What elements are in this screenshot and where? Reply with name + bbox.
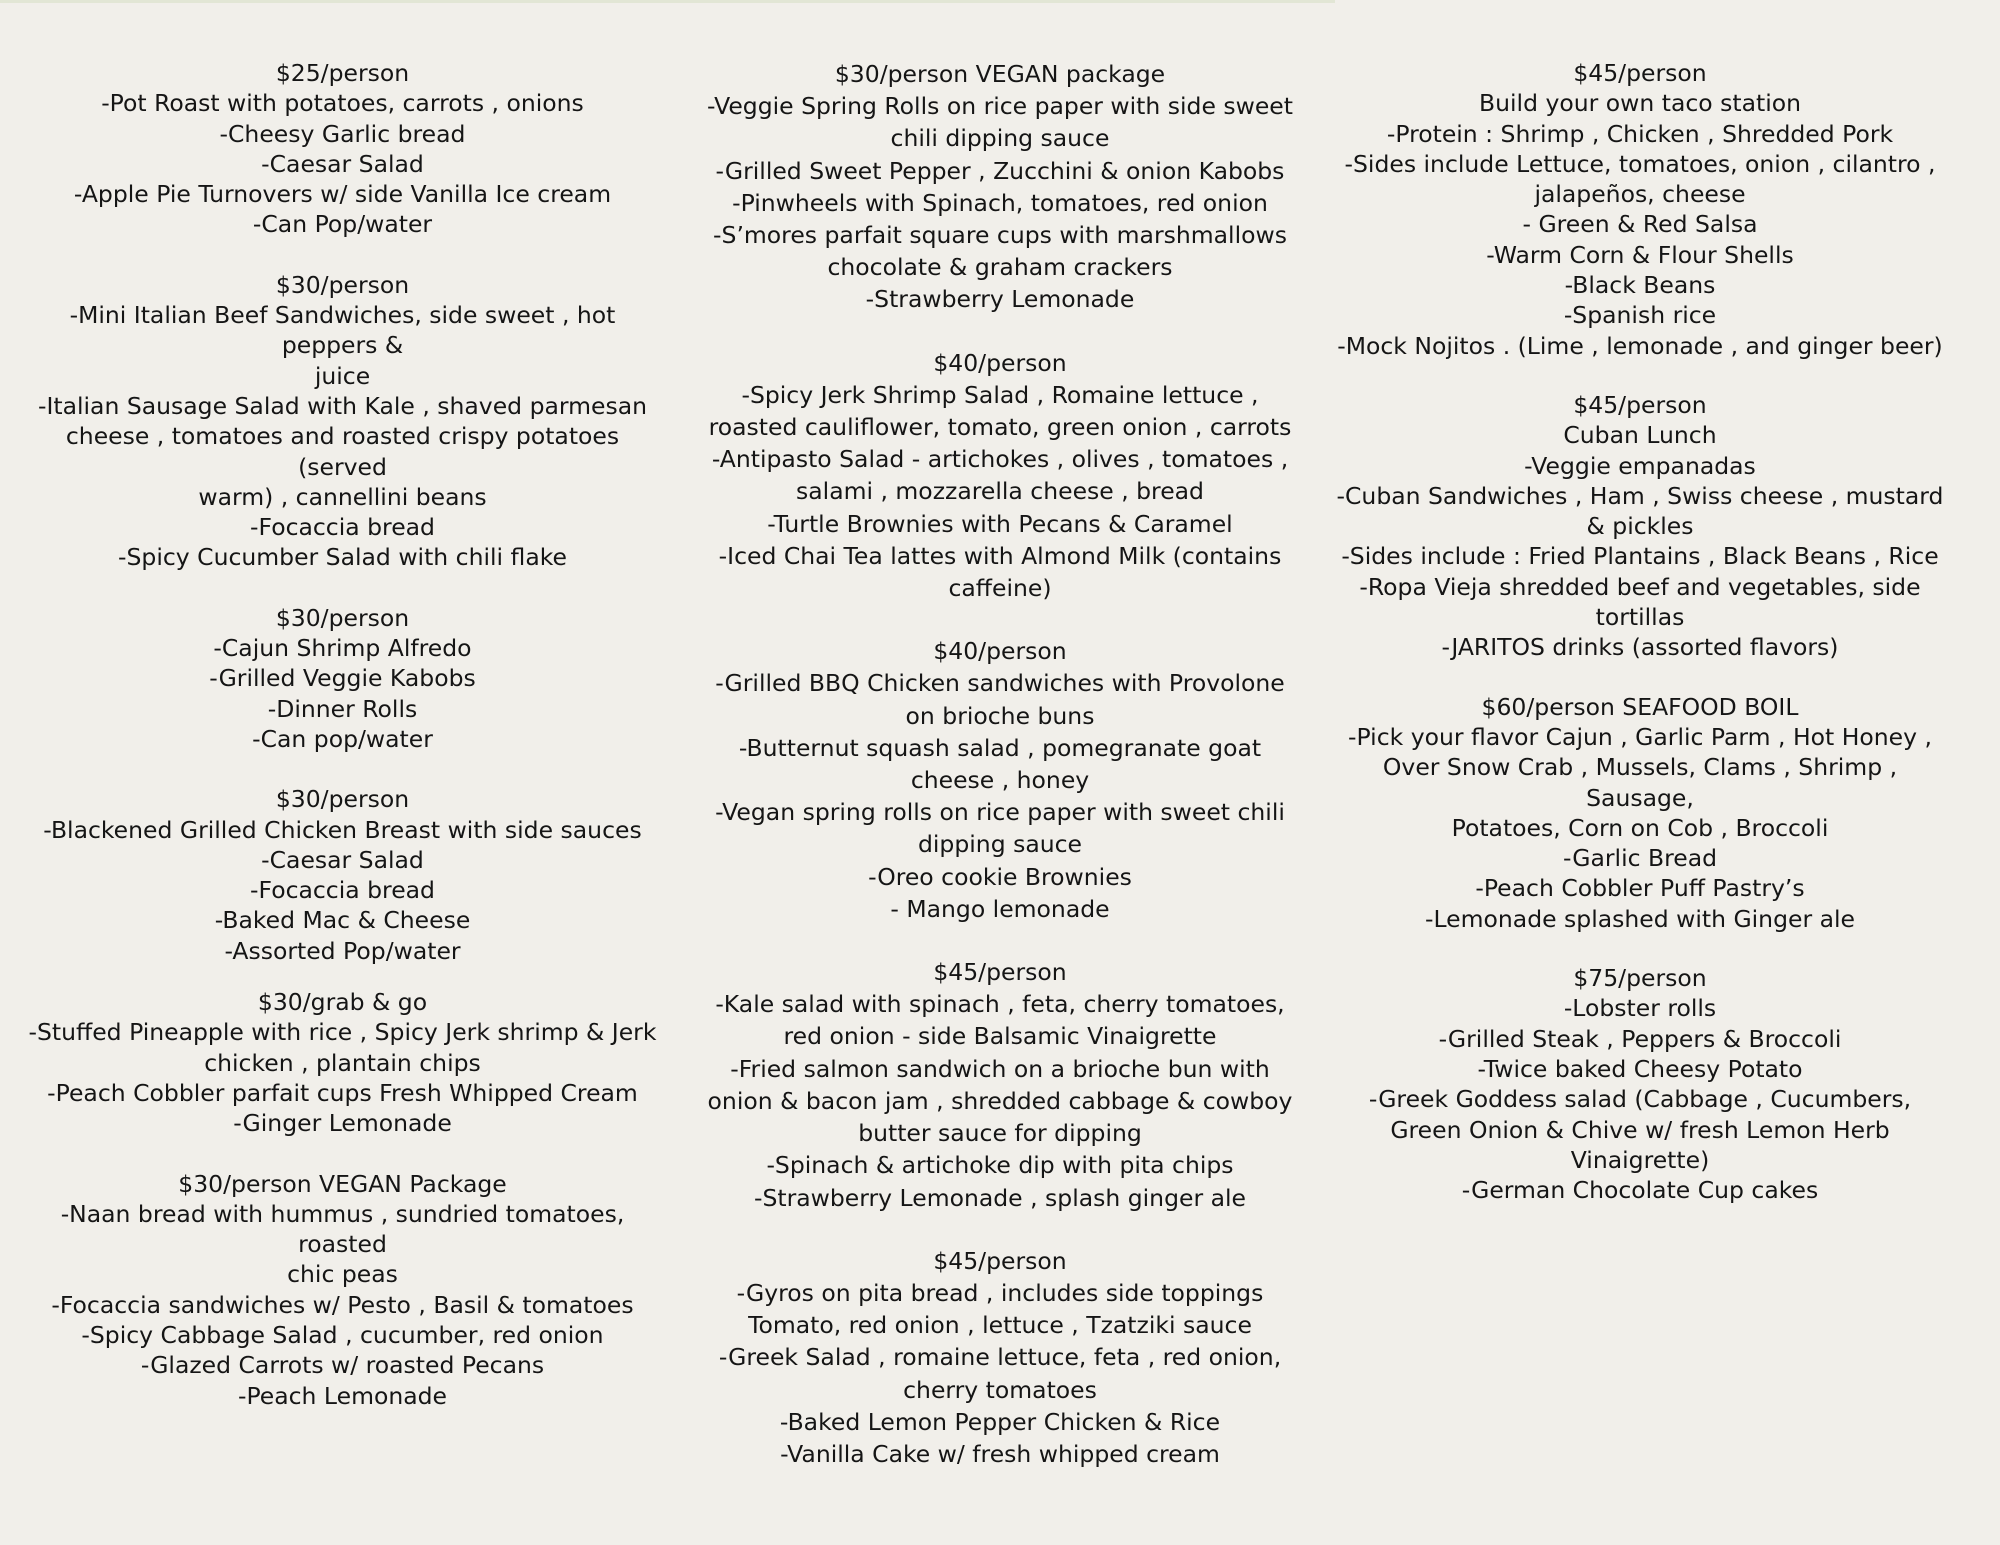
menu-item: -Naan bread with hummus , sundried tomatoes, roasted: [60, 1199, 625, 1259]
menu-item: -Focaccia bread: [250, 876, 435, 905]
package-45-taco-station: [1335, 58, 1945, 361]
package-price: $40/person: [933, 348, 1067, 377]
top-border-line: [0, 0, 1335, 3]
package-45-cuban-lunch: [1335, 390, 1945, 663]
menu-item: warm) , cannellini beans: [198, 482, 487, 511]
menu-item: chili dipping sauce: [890, 124, 1110, 153]
menu-item: -Grilled BBQ Chicken sandwiches with Provolone: [715, 669, 1285, 698]
menu-item: -Spicy Cabbage Salad , cucumber, red onion: [81, 1320, 604, 1349]
menu-item: on brioche buns: [905, 701, 1095, 730]
menu-item: -Spinach & artichoke dip with pita chips: [766, 1151, 1234, 1180]
menu-item: -Peach Cobbler Puff Pastry’s: [1475, 874, 1805, 903]
menu-item: chocolate & graham crackers: [827, 253, 1173, 282]
menu-item: & pickles: [1586, 512, 1694, 541]
menu-item: -Spicy Jerk Shrimp Salad , Romaine lettuce ,: [741, 380, 1259, 409]
package-price: $45/person: [1573, 59, 1707, 87]
menu-item: -S’mores parfait square cups with marshmallows: [713, 221, 1287, 250]
package-price: $30/person VEGAN Package: [178, 1169, 507, 1198]
package-30-vegan: [20, 1169, 665, 1411]
menu-item: -Cheesy Garlic bread: [219, 119, 466, 148]
menu-item: -Sides include Lettuce, tomatoes, onion , cilantro ,: [1344, 149, 1936, 178]
menu-item: -Baked Lemon Pepper Chicken & Rice: [779, 1407, 1221, 1436]
package-30-vegan-spring-rolls: [695, 58, 1305, 316]
menu-item: tortillas: [1595, 603, 1685, 632]
package-40-bbq-chicken: [695, 635, 1305, 925]
package-price: $45/person: [1573, 390, 1707, 419]
menu-item: Over Snow Crab , Mussels, Clams , Shrimp , Sausage,: [1382, 753, 1898, 812]
menu-item: -Mock Nojitos . (Lime , lemonade , and ginger beer): [1337, 331, 1943, 360]
menu-item: -Glazed Carrots w/ roasted Pecans: [140, 1351, 545, 1380]
menu-item: dipping sauce: [917, 830, 1082, 859]
menu-item: -Grilled Steak , Peppers & Broccoli: [1438, 1024, 1842, 1053]
package-price: $30/person: [275, 785, 410, 814]
package-price: $75/person: [1573, 964, 1707, 993]
package-25-pot-roast: [20, 58, 665, 240]
package-60-seafood-boil: [1335, 692, 1945, 934]
menu-item: -Pot Roast with potatoes, carrots , onions: [101, 89, 584, 118]
package-price: $45/person: [933, 958, 1067, 987]
menu-item: Tomato, red onion , lettuce , Tzatziki sauce: [748, 1311, 1252, 1340]
menu-item: -Antipasto Salad - artichokes , olives , tomatoes ,: [711, 445, 1289, 474]
menu-item: -Ropa Vieja shredded beef and vegetables, side: [1359, 572, 1921, 601]
menu-item: -Caesar Salad: [261, 149, 424, 178]
menu-item: -Cajun Shrimp Alfredo: [213, 634, 472, 663]
menu-item: -Caesar Salad: [261, 845, 424, 874]
menu-item: -Mini Italian Beef Sandwiches, side sweet , hot peppers &: [69, 301, 616, 360]
menu-item: -Greek Salad , romaine lettuce, feta , red onion,: [718, 1343, 1282, 1372]
menu-item: - Mango lemonade: [890, 894, 1110, 923]
package-40-jerk-shrimp: [695, 347, 1305, 605]
menu-item: -Vanilla Cake w/ fresh whipped cream: [780, 1439, 1220, 1468]
menu-item: -Focaccia sandwiches w/ Pesto , Basil & tomatoes: [51, 1290, 634, 1319]
menu-item: -Strawberry Lemonade , splash ginger ale: [754, 1183, 1246, 1212]
menu-item: -Apple Pie Turnovers w/ side Vanilla Ice cream: [73, 180, 612, 209]
menu-item: Green Onion & Chive w/ fresh Lemon Herb: [1390, 1115, 1890, 1144]
menu-item: -Gyros on pita bread , includes side toppings: [736, 1278, 1264, 1307]
menu-item: caffeine): [948, 574, 1052, 603]
package-30-italian: [20, 270, 665, 573]
menu-item: -Focaccia bread: [250, 513, 435, 542]
menu-item: -Black Beans: [1564, 271, 1716, 300]
menu-item: salami , mozzarella cheese , bread: [796, 477, 1204, 506]
menu-item: -Ginger Lemonade: [233, 1109, 452, 1138]
menu-item: -Pick your flavor Cajun , Garlic Parm , Hot Honey ,: [1348, 722, 1932, 751]
menu-item: juice: [314, 361, 371, 390]
menu-item: -Italian Sausage Salad with Kale , shaved parmesan: [37, 391, 648, 420]
menu-item: -Kale salad with spinach , feta, cherry tomatoes,: [715, 990, 1285, 1019]
menu-column-right: [1335, 58, 1945, 1205]
menu-item: -JARITOS drinks (assorted flavors): [1441, 633, 1839, 662]
menu-item: chic peas: [287, 1260, 398, 1289]
package-price: $60/person SEAFOOD BOIL: [1481, 692, 1799, 721]
menu-item: -Peach Cobbler parfait cups Fresh Whipped Cream: [47, 1078, 638, 1107]
menu-item: onion & bacon jam , shredded cabbage & cowboy: [707, 1086, 1293, 1115]
menu-item: -Iced Chai Tea lattes with Almond Milk (contains: [718, 541, 1282, 570]
menu-item: Potatoes, Corn on Cob , Broccoli: [1451, 813, 1829, 842]
menu-item: -Pinwheels with Spinach, tomatoes, red onion: [732, 188, 1268, 217]
package-45-salmon: [695, 956, 1305, 1214]
package-price: $40/person: [933, 637, 1067, 666]
menu-item: -Assorted Pop/water: [224, 936, 461, 965]
menu-item: -Can Pop/water: [252, 210, 433, 239]
menu-item: cherry tomatoes: [903, 1375, 1097, 1404]
menu-item: -Lemonade splashed with Ginger ale: [1425, 904, 1855, 933]
menu-item: -Stuffed Pineapple with rice , Spicy Jerk shrimp & Jerk: [28, 1018, 657, 1047]
menu-item: -Cuban Sandwiches , Ham , Swiss cheese , mustard: [1336, 481, 1944, 510]
menu-item: -Sides include : Fried Plantains , Black Beans , Rice: [1341, 542, 1939, 571]
menu-item: -Butternut squash salad , pomegranate goat: [738, 733, 1262, 762]
menu-column-left: [20, 58, 665, 1411]
menu-item: -Spanish rice: [1563, 301, 1717, 330]
menu-item: -Vegan spring rolls on rice paper with sweet chili: [715, 798, 1285, 827]
menu-item: -Strawberry Lemonade: [865, 285, 1135, 314]
menu-item: -German Chocolate Cup cakes: [1461, 1176, 1819, 1205]
menu-item: cheese , tomatoes and roasted crispy potatoes (served: [65, 422, 620, 481]
package-30-blackened-chicken: [20, 784, 665, 966]
menu-item: -Lobster rolls: [1563, 994, 1717, 1023]
menu-item: red onion - side Balsamic Vinaigrette: [783, 1022, 1217, 1051]
menu-item: -Fried salmon sandwich on a brioche bun with: [730, 1054, 1270, 1083]
menu-item: -Veggie empanadas: [1524, 451, 1756, 480]
package-price: $30/person VEGAN package: [834, 60, 1166, 88]
package-price: $30/person: [275, 603, 410, 632]
menu-item: roasted cauliflower, tomato, green onion , carrots: [708, 413, 1292, 442]
menu-item: -Turtle Brownies with Pecans & Caramel: [767, 509, 1233, 538]
menu-item: -Oreo cookie Brownies: [868, 862, 1132, 891]
menu-item: - Green & Red Salsa: [1522, 210, 1758, 239]
menu-item: -Warm Corn & Flour Shells: [1486, 240, 1794, 269]
menu-item: chicken , plantain chips: [204, 1048, 481, 1077]
menu-item: Cuban Lunch: [1563, 421, 1717, 450]
package-price: $45/person: [933, 1246, 1067, 1275]
menu-item: -Grilled Veggie Kabobs: [209, 664, 476, 693]
package-price: $30/person: [275, 270, 410, 299]
menu-item: -Protein : Shrimp , Chicken , Shredded Pork: [1386, 119, 1894, 148]
menu-item: -Greek Goddess salad (Cabbage , Cucumbers,: [1368, 1085, 1912, 1114]
package-45-gyros: [695, 1245, 1305, 1470]
menu-column-middle: [695, 58, 1305, 1470]
menu-item: cheese , honey: [910, 766, 1090, 795]
menu-item: -Peach Lemonade: [237, 1381, 448, 1410]
menu-item: -Garlic Bread: [1562, 844, 1718, 873]
menu-item: -Baked Mac & Cheese: [214, 906, 471, 935]
menu-item: -Dinner Rolls: [267, 694, 418, 723]
package-30-cajun: [20, 603, 665, 754]
package-price: $30/grab & go: [257, 988, 428, 1017]
menu-item: Vinaigrette): [1570, 1145, 1710, 1174]
menu-item: -Veggie Spring Rolls on rice paper with side sweet: [707, 92, 1293, 121]
package-75-lobster: [1335, 963, 1945, 1205]
menu-item: -Can pop/water: [252, 724, 433, 753]
package-30-grab-and-go: [20, 987, 665, 1138]
menu-item: -Spicy Cucumber Salad with chili flake: [118, 543, 567, 572]
menu-item: -Grilled Sweet Pepper , Zucchini & onion Kabobs: [715, 156, 1285, 185]
menu-item: jalapeños, cheese: [1534, 180, 1746, 209]
package-price: $25/person: [275, 59, 410, 87]
menu-item: -Twice baked Cheesy Potato: [1477, 1054, 1803, 1083]
menu-item: Build your own taco station: [1479, 89, 1801, 118]
menu-item: -Blackened Grilled Chicken Breast with side sauces: [43, 815, 642, 844]
menu-item: butter sauce for dipping: [858, 1119, 1142, 1148]
